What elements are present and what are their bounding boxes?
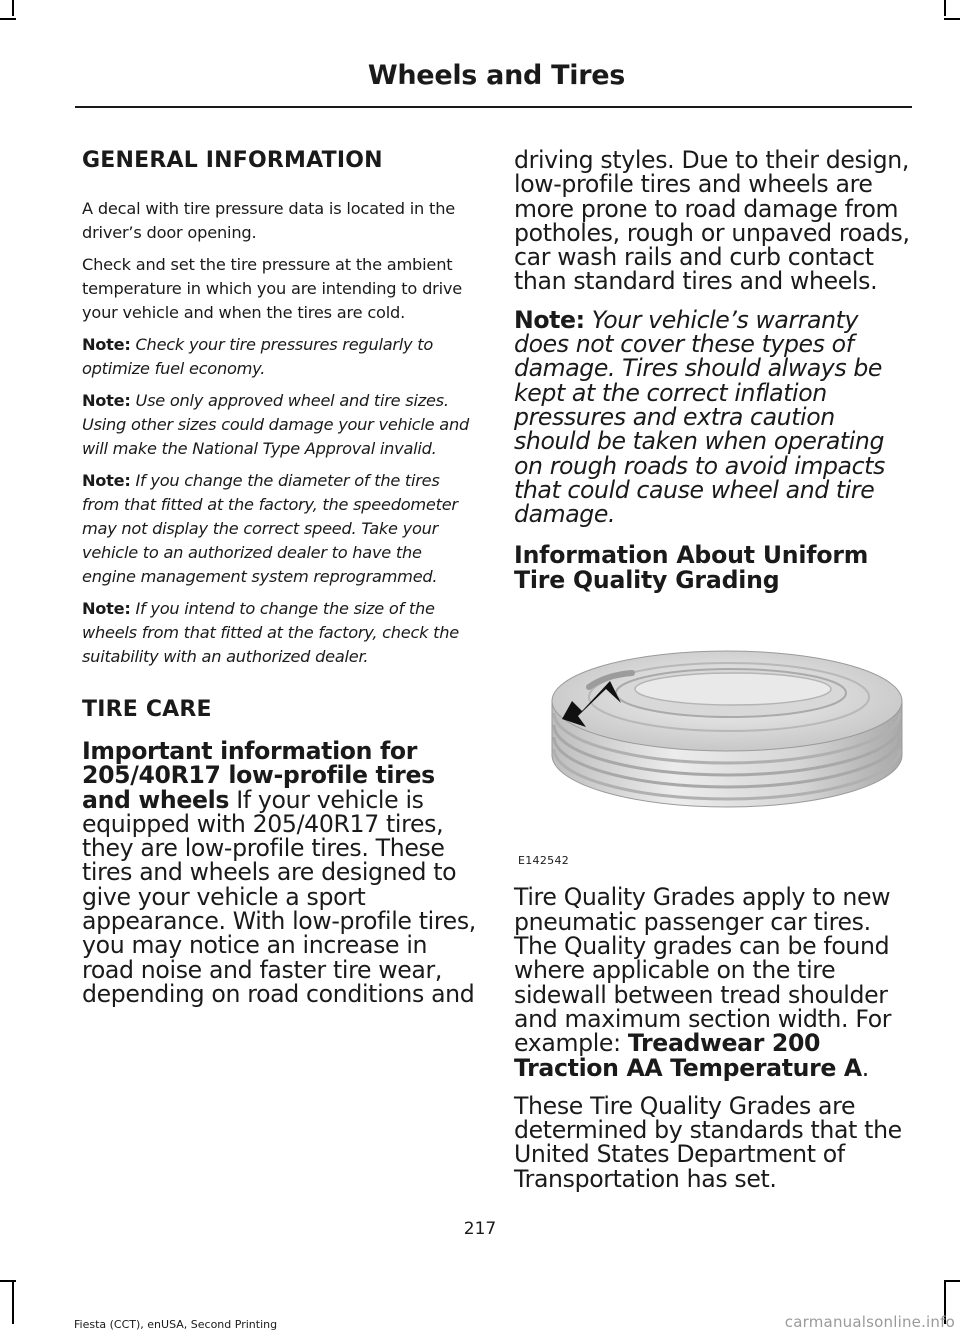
tire-icon — [514, 605, 912, 855]
general-information-heading: GENERAL INFORMATION — [82, 148, 383, 173]
crop-mark — [0, 18, 16, 20]
decal-paragraph: A decal with tire pressure data is located in the driver’s door opening. — [82, 199, 456, 242]
tire-care-heading: TIRE CARE — [82, 697, 212, 722]
page-header-title: Wheels and Tires — [367, 60, 625, 91]
page-number: 217 — [463, 1219, 497, 1239]
right-column — [514, 148, 912, 1191]
note-warranty — [514, 305, 912, 529]
utqg-paragraph — [514, 883, 912, 1082]
low-profile-continued-paragraph: driving styles. Due to their design, low-profile tires and wheels are more prone to road damage from potholes, rough or unpaved roads, car wash rails and curb contact than standard tires and wheels. — [514, 146, 910, 296]
check-pressure-paragraph: Check and set the tire pressure at the ambient temperature in which you are intending to drive your vehicle and when the tires are cold. — [82, 255, 463, 322]
utqg-heading: Information About Uniform Tire Quality Grading — [514, 541, 869, 595]
note-tire-diameter — [82, 469, 477, 589]
note-text: Use only approved wheel and tire sizes. Using other sizes could damage your vehicle and will make the National Type Approval invalid. — [82, 391, 469, 458]
low-profile-lead: Important information for 205/40R17 low-profile tires and wheels — [82, 737, 435, 814]
note-wheel-size — [82, 597, 477, 669]
note-label: Note: — [514, 305, 585, 334]
note-text: If you change the diameter of the tires from that fitted at the factory, the speedometer may not display the correct speed. Take your vehicle to an authorized dealer to have the engine management system reprogrammed. — [82, 471, 458, 586]
note-fuel-economy — [82, 333, 477, 381]
utqg-text: Tire Quality Grades apply to new pneumatic passenger car tires. The Quality grades can be found where applicable on the tire sidewall between tread shoulder and maximum section width. For example: — [514, 883, 892, 1058]
crop-mark — [944, 1280, 960, 1282]
edition-footer: Fiesta (CCT), enUSA, Second Printing — [74, 1318, 278, 1331]
low-profile-text: If your vehicle is equipped with 205/40R17 tires, they are low-profile tires. These tires and wheels are designed to give your vehicle a sport appearance. With low-profile tires, you may notice an increase in road noise and faster tire wear, depending on road conditions and — [82, 785, 476, 1008]
crop-mark — [944, 18, 960, 20]
left-column — [82, 148, 477, 1006]
figure-code: E142542 — [518, 854, 570, 868]
low-profile-paragraph — [82, 739, 477, 1006]
note-label: Note: — [82, 599, 131, 618]
utqg-example: Treadwear 200 Traction AA Temperature A — [514, 1029, 862, 1082]
note-approved-sizes — [82, 389, 477, 461]
note-text: Your vehicle’s warranty does not cover these types of damage. Tires should always be kept at the correct inflation pressures and extra caution should be taken when operating on rough roads to avoid impacts that could cause wheel and tire damage. — [514, 305, 885, 529]
note-label: Note: — [82, 471, 131, 490]
note-label: Note: — [82, 335, 131, 354]
note-text: If you intend to change the size of the wheels from that fitted at the factory, check the suitability with an authorized dealer. — [82, 599, 459, 666]
tire-illustration — [514, 605, 912, 867]
crop-mark — [12, 0, 14, 16]
crop-mark — [944, 0, 946, 16]
watermark: carmanualsonline.info — [784, 1313, 955, 1331]
note-label: Note: — [82, 391, 131, 410]
dot-standards-paragraph: These Tire Quality Grades are determined by standards that the United States Department of Transportation has set. — [514, 1091, 902, 1193]
crop-mark — [12, 1280, 14, 1324]
crop-mark — [0, 1280, 16, 1282]
header-divider — [75, 106, 912, 108]
utqg-period: . — [861, 1053, 869, 1082]
note-text: Check your tire pressures regularly to optimize fuel economy. — [82, 335, 433, 378]
